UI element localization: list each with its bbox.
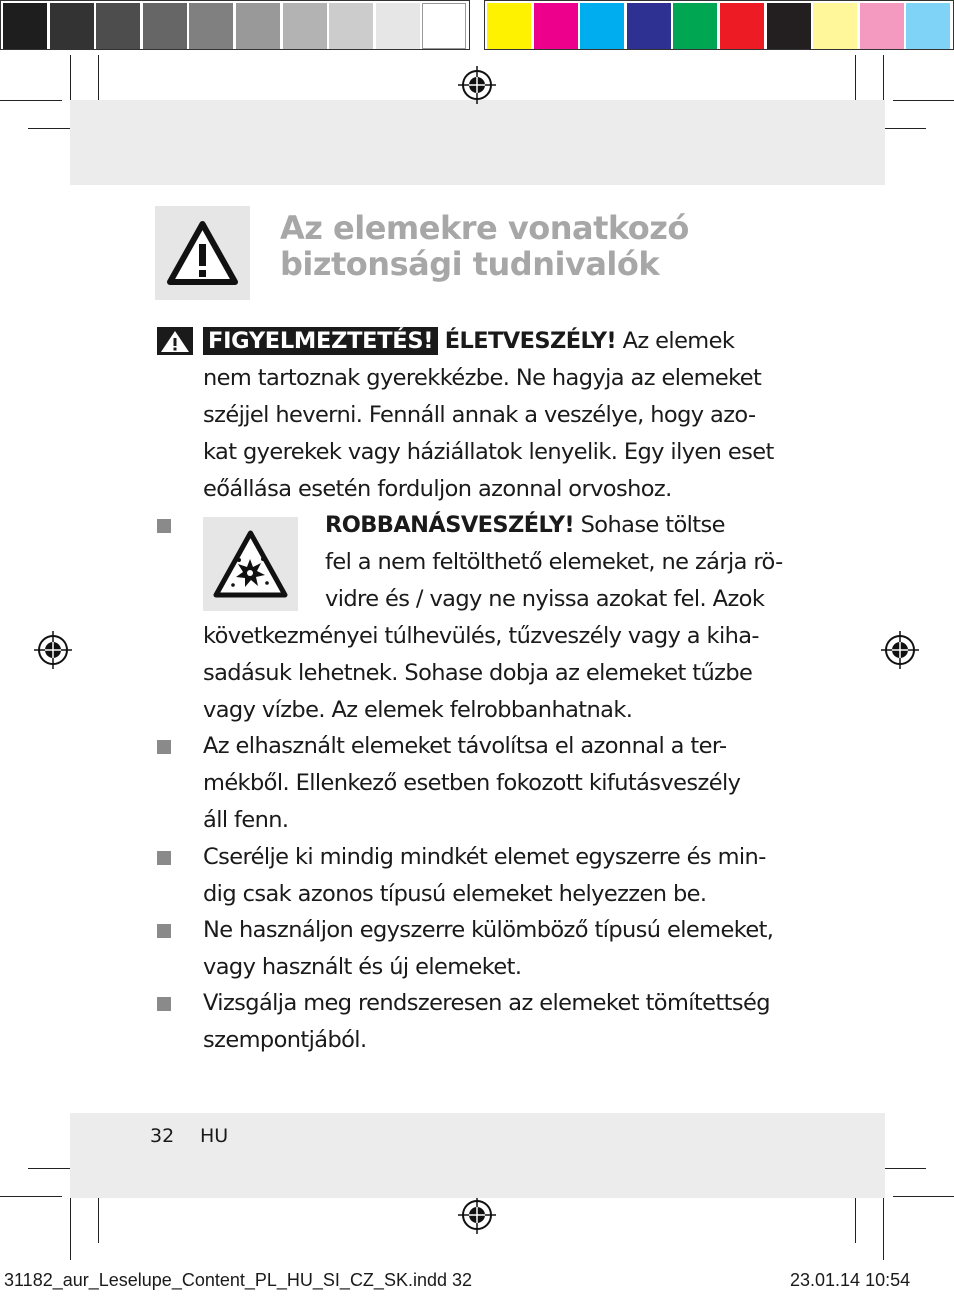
explosion-heading: ROBBANÁSVESZÉLY! [325,512,575,538]
registration-mark-icon [34,631,72,669]
explosion-text: következményei túlhevülés, tűzveszély vagy a kiha- [203,623,759,649]
slug-filename: 31182_aur_Leselupe_Content_PL_HU_SI_CZ_SK.indd 32 [4,1270,473,1290]
crop-mark [70,55,71,105]
color-swatch [96,3,140,49]
explosion-text: Sohase töltse [574,512,725,538]
explosion-paragraph-bottom [203,618,803,729]
list-item-text: dig csak azonos típusú elemeket helyezzen be. [203,881,707,907]
color-swatch [376,3,420,49]
explosion-icon-box [203,517,298,611]
warning-text: kat gyerekek vagy háziállatok lenyelik. Egy ilyen eset [203,439,774,465]
slug-datetime: 23.01.14 10:54 [790,1270,911,1290]
color-swatch [906,3,950,49]
crop-mark [883,1198,884,1260]
color-calibration-bar [0,0,954,50]
registration-mark-icon [881,631,919,669]
crop-mark [0,1196,62,1197]
explosion-hazard-icon [203,517,298,611]
grayscale-swatches [0,0,470,50]
explosion-text: vidre és / vagy ne nyissa azokat fel. Azok [325,586,765,612]
crop-mark [893,100,954,101]
explosion-text: sadásuk lehetnek. Sohase dobja az elemeket tűzbe [203,660,753,686]
color-swatch [767,3,811,49]
list-item [203,985,803,1059]
color-swatch [3,3,47,49]
crop-mark [855,1198,856,1243]
bullet-square [157,519,171,533]
danger-heading: ÉLETVESZÉLY! [444,328,617,354]
color-swatch [283,3,327,49]
page-number: 32 [150,1125,175,1147]
crop-mark [98,1198,99,1243]
list-item-text: áll fenn. [203,807,289,833]
warning-icon-box [155,206,250,300]
color-swatch [580,3,624,49]
list-item-text: Vizsgálja meg rendszeresen az elemeket tömítettség [203,990,770,1016]
list-item-text: Az elhasznált elemeket távolítsa el azonnal a ter- [203,733,727,759]
color-swatch [860,3,904,49]
explosion-paragraph-top [325,507,805,618]
list-item [203,912,803,986]
list-item-text: szempontjából. [203,1027,367,1053]
header-band [70,100,885,185]
bullet-square [157,740,171,754]
explosion-text: vagy vízbe. Az elemek felrobbanhatnak. [203,697,633,723]
registration-mark-icon [458,1196,496,1234]
bullet-square [157,851,171,865]
crop-mark [70,1198,71,1260]
crop-mark [0,100,62,101]
warning-text: eőállása esetén forduljon azonnal orvoshoz. [203,476,672,502]
list-item [203,728,803,839]
warning-paragraph [203,323,803,508]
list-item-text: Cserélje ki mindig mindkét elemet egyszerre és min- [203,844,766,870]
section-title [280,210,840,282]
crop-mark [855,55,856,105]
bullet-square [157,997,171,1011]
color-swatch [813,3,857,49]
color-swatch [487,3,531,49]
section-title-line1: Az elemekre vonatkozó [280,209,689,247]
section-title-line2: biztonsági tudnivalók [280,245,660,283]
warning-triangle-icon [155,206,250,300]
list-item-text: vagy használt és új elemeket. [203,954,522,980]
color-swatch [720,3,764,49]
list-item-text: Ne használjon egyszerre külömböző típusú elemeket, [203,917,774,943]
crop-mark [98,55,99,105]
warning-text: Az elemek [616,328,735,354]
color-swatch [534,3,578,49]
language-code: HU [200,1125,229,1147]
warning-text: széjjel heverni. Fennáll annak a veszélye, hogy azo- [203,402,756,428]
color-swatch [422,3,466,49]
registration-mark-icon [458,66,496,104]
color-swatch [673,3,717,49]
warning-triangle-icon [157,327,193,355]
crop-mark [893,1196,954,1197]
footer-band [70,1113,885,1198]
color-swatch [50,3,94,49]
bullet-square [157,924,171,938]
color-swatches [484,0,954,50]
list-item [203,839,803,913]
color-swatch [329,3,373,49]
color-swatch [627,3,671,49]
list-item-text: mékből. Ellenkező esetben fokozott kifutásveszély [203,770,741,796]
warning-text: nem tartoznak gyerekkézbe. Ne hagyja az elemeket [203,365,762,391]
color-swatch [143,3,187,49]
color-swatch [236,3,280,49]
color-swatch [189,3,233,49]
explosion-text: fel a nem feltölthető elemeket, ne zárja rö- [325,549,783,575]
crop-mark [883,55,884,105]
warning-tag: FIGYELMEZTETÉS! [203,327,438,355]
